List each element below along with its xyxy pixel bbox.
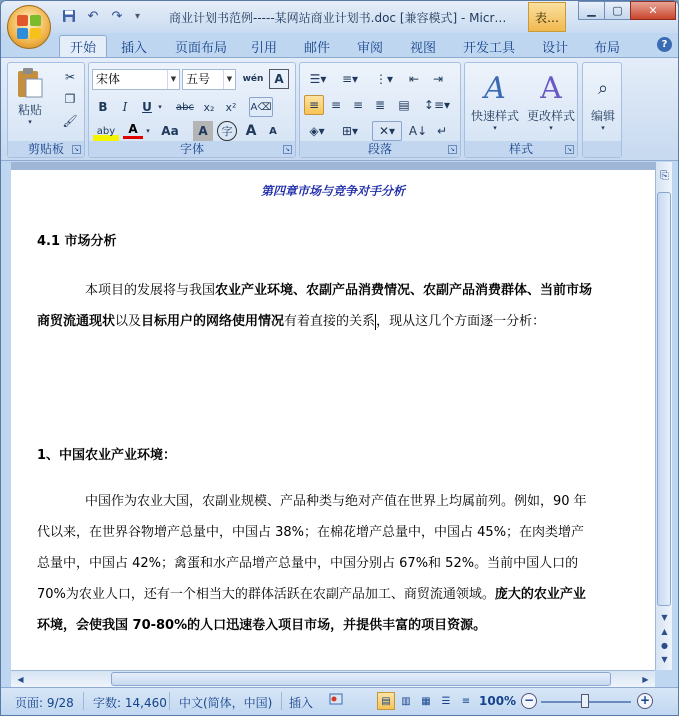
browse-object-icon[interactable]: ●: [661, 641, 668, 650]
close-button[interactable]: ✕: [630, 1, 676, 20]
minimize-button[interactable]: ▁: [578, 1, 605, 20]
line-spacing-icon[interactable]: ↕≡▾: [423, 98, 451, 112]
change-styles-label: 更改样式: [526, 108, 575, 123]
cut-icon[interactable]: ✂: [64, 70, 76, 84]
save-icon[interactable]: [59, 7, 79, 25]
bold-button[interactable]: B: [98, 100, 108, 114]
multilevel-list-icon[interactable]: ⋮▾: [374, 72, 394, 86]
distributed-icon[interactable]: ▤: [398, 98, 410, 112]
document-page[interactable]: [11, 170, 655, 670]
p1-bold-2: 目标用户的网络使用情况: [141, 314, 285, 329]
chapter-title: 第四章市场与竞争对手分析: [260, 184, 405, 198]
change-styles-button[interactable]: A 更改样式 ▾: [526, 70, 575, 132]
tab-references[interactable]: 引用: [251, 40, 278, 56]
paragraph-launcher-icon[interactable]: ↘: [449, 146, 456, 153]
zoom-out-button[interactable]: −: [521, 693, 537, 709]
char-shading-button[interactable]: A: [193, 121, 213, 141]
clipboard-group-label: 剪贴板: [8, 141, 84, 157]
tab-home[interactable]: 开始: [59, 35, 107, 57]
p1-bold-1: 农业产业环境、农副产品消费情况、农副产品消费群体、当前市场商贸流通现状: [37, 283, 593, 329]
subscript-button[interactable]: x₂: [203, 100, 215, 114]
font-group: [88, 62, 296, 158]
p2-text-1: 中国作为农业大国，农副业规模、产品种类与绝对产值在世界上均属前列。例如，90 年代以来，在世界谷物增产总量中，中国占 38%；在棉花增产总量中，中国占 45%；在肉类增产总量中，中国占 42%；禽蛋和水产品增产总量中，中国分别占 67%和 52%。当前中国人口的 70%为农业人口，还有一个相当大的群体活跃在农副产品加工、商贸流通领域。: [37, 494, 587, 602]
window-title: 商业计划书范例-----某网站商业计划书.doc [兼容模式] - Micr…: [169, 11, 507, 25]
decrease-indent-icon[interactable]: ⇤: [408, 72, 420, 86]
chevron-down-icon[interactable]: ▼: [167, 70, 179, 89]
draft-view-icon[interactable]: ≡: [461, 695, 471, 707]
strikethrough-button[interactable]: abc: [176, 101, 194, 113]
underline-dropdown-icon[interactable]: ▾: [158, 103, 162, 111]
tab-mailings[interactable]: 邮件: [304, 40, 331, 56]
paste-icon: [15, 67, 45, 99]
horizontal-scroll-thumb[interactable]: [111, 672, 611, 686]
tab-review[interactable]: 审阅: [357, 40, 384, 56]
zoom-slider-thumb[interactable]: [581, 694, 589, 708]
tab-developer[interactable]: 开发工具: [463, 40, 516, 56]
show-marks-icon[interactable]: ↵: [436, 124, 448, 138]
tab-layout[interactable]: 布局: [594, 40, 621, 56]
zoom-in-button[interactable]: +: [637, 693, 653, 709]
font-color-button[interactable]: A: [123, 121, 143, 139]
copy-icon[interactable]: ❐: [64, 92, 76, 106]
borders-icon[interactable]: ⊞▾: [341, 124, 359, 138]
clipboard-group: [7, 62, 85, 158]
outline-view-icon[interactable]: ☰: [441, 695, 451, 707]
redo-icon[interactable]: ↷: [111, 8, 123, 24]
increase-indent-icon[interactable]: ⇥: [432, 72, 444, 86]
scroll-right-icon[interactable]: ▶: [642, 675, 649, 684]
p1-text-1: 本项目的发展将与我国: [85, 283, 216, 298]
justify-icon[interactable]: ≣: [374, 98, 386, 112]
align-right-icon[interactable]: ≡: [352, 98, 364, 112]
p1-text-2: 以及: [115, 314, 142, 329]
shrink-font-button[interactable]: A: [269, 125, 277, 137]
char-border-button[interactable]: A: [269, 69, 289, 89]
editing-group: [582, 62, 622, 158]
italic-button[interactable]: I: [122, 100, 128, 114]
font-name-combo[interactable]: [92, 69, 180, 90]
quick-styles-button[interactable]: A 快速样式 ▾: [470, 70, 519, 132]
align-center-icon[interactable]: ≡: [330, 98, 342, 112]
tab-page-layout[interactable]: 页面布局: [175, 40, 228, 56]
status-divider: [281, 692, 282, 710]
align-left-icon[interactable]: ≡: [304, 95, 324, 115]
ruler-toggle-icon[interactable]: ⎘: [660, 169, 669, 182]
print-layout-icon[interactable]: ▤: [377, 692, 395, 710]
undo-icon[interactable]: ↶: [87, 8, 99, 24]
title-bar: [1, 1, 678, 33]
section-heading: 4.1 市场分析: [37, 234, 117, 249]
styles-launcher-icon[interactable]: ↘: [566, 146, 573, 153]
paste-button[interactable]: 粘贴 ▾: [12, 65, 48, 127]
styles-group-label: 样式: [465, 141, 577, 157]
styles-group: [464, 62, 578, 158]
horizontal-scrollbar[interactable]: [11, 670, 655, 687]
full-screen-reading-icon[interactable]: ▥: [401, 695, 411, 707]
zoom-level[interactable]: 100%: [479, 694, 517, 708]
font-launcher-icon[interactable]: ↘: [284, 146, 291, 153]
word-count[interactable]: 字数: 14,460: [93, 696, 167, 710]
tab-insert[interactable]: 插入: [121, 40, 148, 56]
help-icon[interactable]: ?: [657, 37, 672, 52]
font-name-value: 宋体: [96, 72, 121, 86]
numbering-icon[interactable]: ≡▾: [341, 72, 359, 86]
next-page-icon[interactable]: ▼: [661, 655, 668, 664]
font-size-combo[interactable]: [182, 69, 236, 90]
paragraph-group-label: 段落: [300, 141, 460, 157]
grow-font-button[interactable]: A: [245, 123, 257, 139]
page-indicator[interactable]: 页面: 9/28: [15, 696, 74, 710]
status-bar: [1, 687, 678, 716]
ribbon: [1, 57, 678, 161]
paragraph-2: [37, 486, 597, 641]
paste-label: 粘贴: [17, 102, 42, 117]
subsection-heading: 1、中国农业产业环境：: [37, 448, 177, 463]
chinese-layout-icon[interactable]: ✕▾: [372, 121, 402, 141]
qat-customize-icon[interactable]: ▾: [135, 10, 141, 22]
vertical-scrollbar[interactable]: [655, 162, 672, 670]
font-group-label: 字体: [89, 141, 295, 157]
editing-button[interactable]: ⌕ 编辑 ▾: [585, 65, 621, 137]
paragraph-group: [299, 62, 461, 158]
quick-access-toolbar: [59, 7, 144, 25]
language-indicator[interactable]: 中文(简体，中国): [179, 696, 273, 710]
office-logo-icon: [17, 15, 41, 39]
window-controls: [579, 1, 676, 20]
left-margin-strip: [1, 162, 11, 687]
font-size-value: 五号: [186, 72, 211, 86]
clipboard-launcher-icon[interactable]: ↘: [73, 146, 80, 153]
shading-icon[interactable]: ◈▾: [309, 124, 325, 138]
change-styles-icon: A: [540, 70, 562, 106]
highlight-button[interactable]: aby: [93, 121, 119, 141]
taskbar-tab[interactable]: 表…: [528, 2, 566, 32]
p2-bold-1: 庞大的农业产业环境，会使我国 70-80%的人口迅速卷入项目市场，并提供丰富的项目资源。: [37, 587, 586, 633]
chevron-down-icon[interactable]: ▼: [223, 70, 235, 89]
font-color-dropdown-icon[interactable]: ▾: [146, 127, 150, 135]
tab-view[interactable]: 视图: [410, 40, 437, 56]
phonetic-guide-button[interactable]: wén: [242, 74, 264, 84]
change-case-button[interactable]: Aa: [161, 124, 179, 138]
vertical-scroll-thumb[interactable]: [657, 192, 671, 606]
p1-text-4: ，现从这几个方面逐一分析：: [376, 314, 546, 329]
tab-design[interactable]: 设计: [542, 40, 569, 56]
p1-text-3: 有着直接的关系: [284, 314, 376, 329]
macro-record-icon[interactable]: [329, 692, 343, 709]
web-layout-icon[interactable]: ▦: [421, 695, 431, 707]
bullets-icon[interactable]: ☰▾: [309, 72, 327, 86]
status-divider: [83, 692, 84, 710]
clear-formatting-icon[interactable]: A⌫: [249, 97, 273, 117]
editing-group-label: [583, 141, 621, 157]
enclose-chars-button[interactable]: 字: [217, 121, 237, 141]
maximize-button[interactable]: ▢: [604, 1, 631, 20]
previous-page-icon[interactable]: ▲: [661, 627, 668, 636]
sort-icon[interactable]: A↓: [408, 124, 428, 138]
paragraph-1: [37, 275, 597, 337]
status-divider: [169, 692, 170, 710]
format-painter-icon[interactable]: 🖌: [62, 114, 78, 128]
binoculars-icon: ⌕: [597, 77, 609, 99]
office-button[interactable]: [7, 5, 51, 49]
scroll-left-icon[interactable]: ◀: [17, 675, 24, 684]
editing-label: 编辑: [590, 108, 615, 123]
scroll-down-icon[interactable]: ▼: [661, 613, 668, 622]
superscript-button[interactable]: x²: [225, 100, 237, 114]
quick-styles-icon: A: [484, 70, 506, 106]
insert-mode[interactable]: 插入: [289, 696, 314, 710]
ribbon-tabs: [1, 33, 678, 57]
quick-styles-label: 快速样式: [470, 108, 519, 123]
underline-button[interactable]: U: [142, 100, 152, 114]
